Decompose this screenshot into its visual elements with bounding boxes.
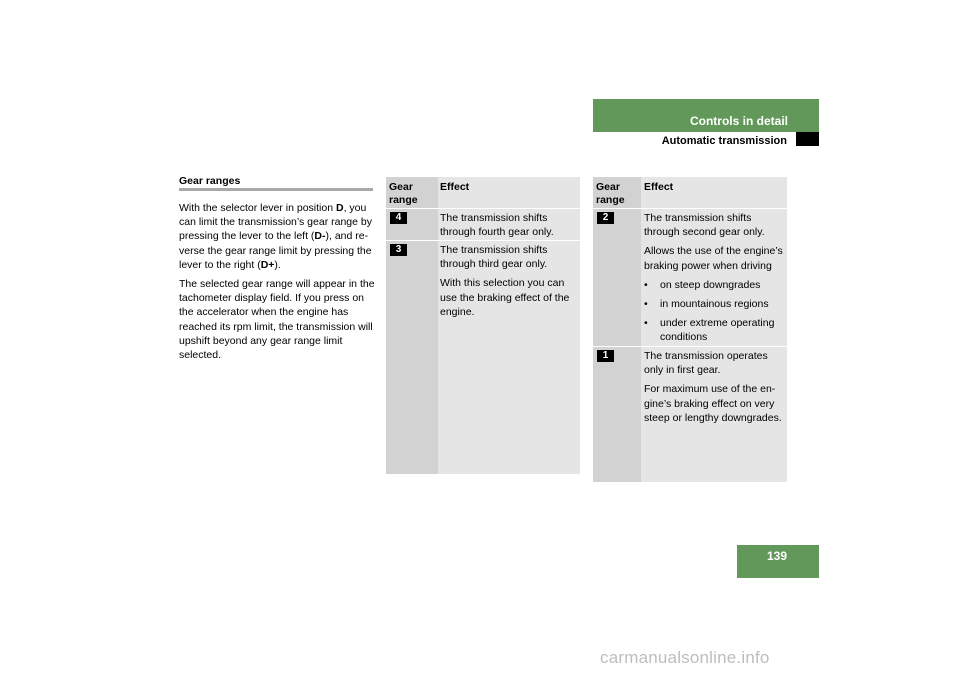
gear-badge-1: 1 xyxy=(597,350,614,362)
list-item: • under extreme operating conditions xyxy=(644,317,775,344)
effect-cell-gear-2 xyxy=(644,211,784,350)
article-body xyxy=(179,201,379,367)
article-title: Gear ranges xyxy=(179,175,241,187)
effect-text: For maximum use of the en-gine’s braking effect on very steep or lengthy downgrades. xyxy=(644,383,782,424)
header-effect: Effect xyxy=(644,181,674,193)
chapter-header xyxy=(593,99,819,132)
page-number-text: 139 xyxy=(766,549,787,563)
bullet-list xyxy=(644,278,784,345)
effect-text: The transmission shifts through third gear only. xyxy=(440,244,548,271)
effect-cell-gear-3 xyxy=(440,243,576,324)
gear-badge-4: 4 xyxy=(390,212,407,224)
effect-text: With this selection you can use the braking effect of the engine. xyxy=(440,277,570,318)
list-item: • in mountainous regions xyxy=(644,298,769,311)
watermark: carmanualsonline.info xyxy=(600,648,770,667)
list-item: • on steep downgrades xyxy=(644,278,761,291)
effect-text: The transmission shifts through fourth gear only. xyxy=(440,212,554,239)
gear-table-2 xyxy=(593,177,787,482)
chapter-title: Controls in detail xyxy=(689,114,788,128)
bullet-icon: • xyxy=(644,278,648,291)
gear-badge-3: 3 xyxy=(390,244,407,256)
article-paragraph-2: The selected gear range will appear in the tachometer display field. If you press on the accelerator when the engine has reached its rpm limit, the transmission will upshift beyond any gear range limit selected. xyxy=(179,278,375,362)
gear-badge-2: 2 xyxy=(597,212,614,224)
article-paragraph-1: With the selector lever in position D, you can limit the transmission’s gear range by pressing the lever to the left (D-), and re-verse the gear range limit by pressing the lever to the right (D+). xyxy=(179,202,372,271)
header-gear-range: Gear range xyxy=(596,181,625,206)
header-gear-range: Gear range xyxy=(389,181,418,206)
section-subtitle: Automatic transmission xyxy=(661,135,787,147)
gear-table-1 xyxy=(386,177,580,474)
header-effect: Effect xyxy=(440,181,470,193)
row-divider xyxy=(593,208,787,209)
effect-text: The transmission operates only in first gear. xyxy=(644,350,768,377)
section-marker xyxy=(796,132,819,146)
bullet-icon: • xyxy=(644,298,648,311)
title-rule xyxy=(179,188,373,191)
row-divider xyxy=(386,208,580,209)
page-number xyxy=(737,545,819,578)
bullet-icon: • xyxy=(644,317,648,330)
effect-text: The transmission shifts through second gear only. xyxy=(644,212,765,239)
effect-cell-gear-1 xyxy=(644,349,784,430)
effect-text: Allows the use of the engine’s braking power when driving xyxy=(644,245,783,272)
row-divider xyxy=(593,346,787,347)
row-divider xyxy=(386,240,580,241)
